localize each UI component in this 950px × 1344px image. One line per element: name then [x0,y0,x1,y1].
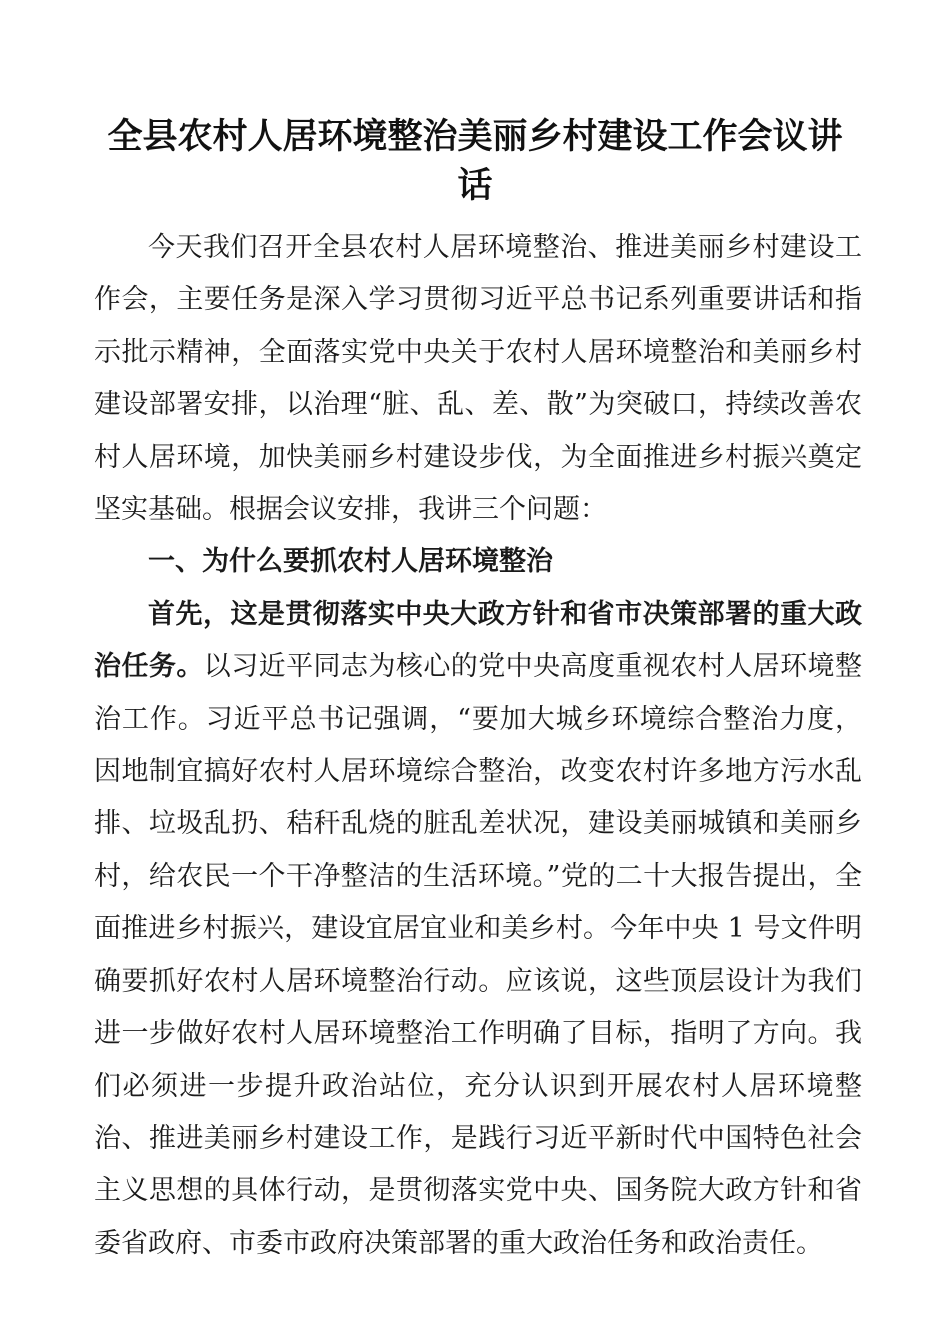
intro-paragraph: 今天我们召开全县农村人居环境整治、推进美丽乡村建设工作会，主要任务是深入学习贯彻习近平总书记系列重要讲话和指示批示精神，全面落实党中央关于农村人居环境整治和美丽乡村建设部署安排，以治理“脏、乱、差、散”为突破口，持续改善农村人居环境，加快美丽乡村建设步伐，为全面推进乡村振兴奠定坚实基础。根据会议安排，我讲三个问题： [94,232,862,526]
paragraph-body-text: 以习近平同志为核心的党中央高度重视农村人居环境整治工作。习近平总书记强调，“要加大城乡环境综合整治力度，因地制宜搞好农村人居环境综合整治，改变农村许多地方污水乱排、垃圾乱扔、秸秆乱烧的脏乱差状况，建设美丽城镇和美丽乡村，给农民一个干净整洁的生活环境。”党的二十大报告提出，全面推进乡村振兴，建设宜居宜业和美乡村。今年中央 1 号文件明确要抓好农村人居环境整治行动。应该说，这些顶层设计为我们进一步做好农村人居环境整治工作明确了目标，指明了方向。我们必须进一步提升政治站位，充分认识到开展农村人居环境整治、推进美丽乡村建设工作，是践行习近平新时代中国特色社会主义思想的具体行动，是贯彻落实党中央、国务院大政方针和省委省政府、市委市政府决策部署的重大政治任务和政治责任。 [94,651,863,1259]
document-title: 全县农村人居环境整治美丽乡村建设工作会议讲话 [107,117,843,206]
section-heading: 一、为什么要抓农村人居环境整治 [148,546,553,578]
document-body [94,222,862,1270]
paragraph-lead-sentence: 首先，这是贯彻落实中央大政方针和省市决策部署的重大政治任务。 [94,598,862,683]
section-paragraph [94,589,862,1270]
